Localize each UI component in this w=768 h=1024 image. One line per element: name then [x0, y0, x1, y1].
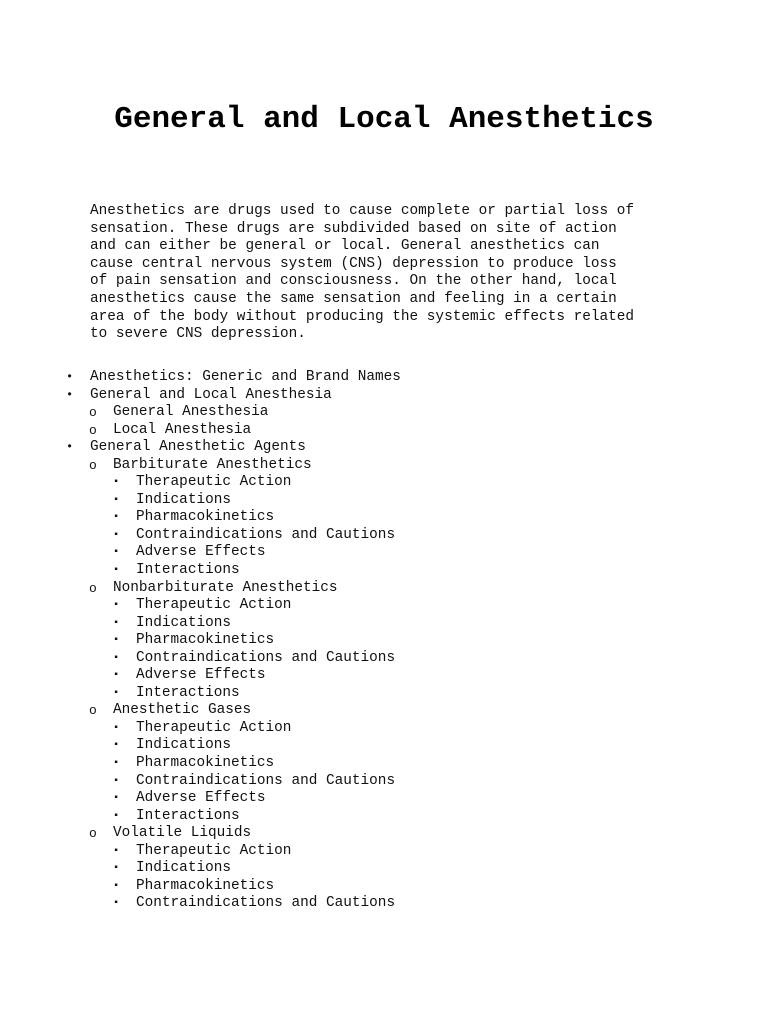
- bullet-icon: ▪: [113, 793, 120, 805]
- outline-item-text: General Anesthetic Agents: [90, 439, 306, 456]
- outline-item-text: Local Anesthesia: [113, 421, 252, 438]
- outline-item-level-3: [0, 843, 768, 861]
- document-title: General and Local Anesthetics: [114, 102, 654, 137]
- outline-item-text: Indications: [136, 614, 231, 631]
- outline-item-level-3: [0, 474, 768, 492]
- outline-item-level-2: [0, 580, 768, 598]
- outline-item-text: Anesthetics: Generic and Brand Names: [90, 369, 401, 385]
- outline-item-level-3: [0, 790, 768, 808]
- outline-item-level-1: [0, 369, 768, 387]
- bullet-icon: ▪: [113, 652, 120, 664]
- bullet-icon: ▪: [113, 512, 120, 524]
- outline-item-level-2: [0, 422, 768, 440]
- bullet-icon: ▪: [113, 810, 120, 822]
- outline-item-level-3: [0, 632, 768, 650]
- outline-item-text: Contraindications and Cautions: [136, 526, 396, 543]
- outline-item-text: Pharmacokinetics: [136, 755, 275, 772]
- outline-item-level-3: [0, 509, 768, 527]
- outline-item-text: Indications: [136, 860, 231, 877]
- outline-item-level-1: [0, 387, 768, 405]
- outline-item-text: Therapeutic Action: [136, 719, 292, 736]
- intro-line: Anesthetics are drugs used to cause complete or partial loss of: [90, 203, 635, 219]
- outline-item-level-3: [0, 895, 768, 913]
- outline-item-level-2: [0, 702, 768, 720]
- outline-item-text: Indications: [136, 737, 231, 754]
- bullet-icon: •: [66, 370, 74, 384]
- outline-item-text: Barbiturate Anesthetics: [113, 456, 312, 473]
- bullet-icon: o: [89, 703, 97, 719]
- bullet-icon: •: [66, 387, 74, 402]
- intro-line: of pain sensation and consciousness. On the other hand, local: [90, 273, 617, 290]
- bullet-icon: o: [89, 405, 97, 421]
- intro-line: sensation. These drugs are subdivided based on site of action: [90, 220, 617, 237]
- outline-item-text: Therapeutic Action: [136, 474, 292, 491]
- bullet-icon: ▪: [113, 477, 120, 489]
- intro-line: anesthetics cause the same sensation and feeling in a certain: [90, 290, 617, 307]
- bullet-icon: ▪: [113, 775, 120, 787]
- bullet-icon: ▪: [113, 863, 120, 875]
- intro-paragraph: [90, 203, 690, 344]
- outline-item-text: Adverse Effects: [136, 790, 266, 807]
- outline-item-level-3: [0, 720, 768, 738]
- bullet-icon: ▪: [113, 600, 120, 612]
- bullet-icon: •: [66, 440, 74, 455]
- bullet-icon: ▪: [113, 687, 120, 699]
- outline-item-level-3: [0, 773, 768, 791]
- outline-item-level-3: [0, 597, 768, 615]
- outline-item-level-2: [0, 457, 768, 475]
- outline-item-text: Interactions: [136, 807, 240, 824]
- outline-item-text: General Anesthesia: [113, 404, 269, 421]
- outline-item-level-3: [0, 860, 768, 878]
- topic-outline: [0, 369, 768, 913]
- bullet-icon: ▪: [113, 617, 120, 629]
- outline-item-level-3: [0, 544, 768, 562]
- outline-item-text: Indications: [136, 491, 231, 508]
- outline-item-level-3: [0, 755, 768, 773]
- outline-item-level-3: [0, 878, 768, 896]
- outline-item-text: Adverse Effects: [136, 667, 266, 684]
- outline-item-level-2: [0, 404, 768, 422]
- intro-line: area of the body without producing the systemic effects related: [90, 308, 635, 325]
- outline-item-level-3: [0, 808, 768, 826]
- outline-item-text: Therapeutic Action: [136, 597, 292, 614]
- outline-item-text: Contraindications and Cautions: [136, 649, 396, 666]
- bullet-icon: ▪: [113, 722, 120, 734]
- bullet-icon: o: [89, 580, 97, 596]
- intro-line: to severe CNS depression.: [90, 326, 306, 343]
- outline-item-level-3: [0, 562, 768, 580]
- outline-item-level-3: [0, 667, 768, 685]
- outline-item-level-3: [0, 737, 768, 755]
- outline-item-level-3: [0, 650, 768, 668]
- bullet-icon: o: [89, 457, 97, 473]
- outline-item-text: Nonbarbiturate Anesthetics: [113, 579, 338, 596]
- bullet-icon: ▪: [113, 529, 120, 541]
- outline-item-text: Contraindications and Cautions: [136, 772, 396, 789]
- bullet-icon: ▪: [113, 565, 120, 577]
- bullet-icon: ▪: [113, 758, 120, 770]
- intro-line: and can either be general or local. General anesthetics can: [90, 238, 600, 255]
- bullet-icon: ▪: [113, 740, 120, 752]
- outline-item-text: Interactions: [136, 684, 240, 701]
- outline-item-level-3: [0, 492, 768, 510]
- bullet-icon: o: [89, 422, 97, 438]
- bullet-icon: ▪: [113, 845, 120, 857]
- outline-item-level-3: [0, 615, 768, 633]
- bullet-icon: ▪: [113, 494, 120, 506]
- intro-line: cause central nervous system (CNS) depression to produce loss: [90, 255, 617, 272]
- bullet-icon: ▪: [113, 898, 120, 910]
- outline-item-level-3: [0, 685, 768, 703]
- outline-item-text: General and Local Anesthesia: [90, 386, 332, 403]
- outline-item-level-3: [0, 527, 768, 545]
- outline-item-text: Therapeutic Action: [136, 842, 292, 859]
- outline-item-text: Pharmacokinetics: [136, 877, 275, 894]
- outline-item-text: Contraindications and Cautions: [136, 895, 396, 912]
- outline-item-text: Volatile Liquids: [113, 825, 252, 842]
- bullet-icon: ▪: [113, 880, 120, 892]
- outline-item-text: Pharmacokinetics: [136, 632, 275, 649]
- outline-item-text: Pharmacokinetics: [136, 509, 275, 526]
- bullet-icon: o: [89, 826, 97, 842]
- bullet-icon: ▪: [113, 635, 120, 647]
- outline-item-text: Anesthetic Gases: [113, 702, 252, 719]
- outline-item-text: Adverse Effects: [136, 544, 266, 561]
- outline-item-text: Interactions: [136, 562, 240, 579]
- outline-item-level-2: [0, 825, 768, 843]
- bullet-icon: ▪: [113, 547, 120, 559]
- outline-item-level-1: [0, 439, 768, 457]
- bullet-icon: ▪: [113, 670, 120, 682]
